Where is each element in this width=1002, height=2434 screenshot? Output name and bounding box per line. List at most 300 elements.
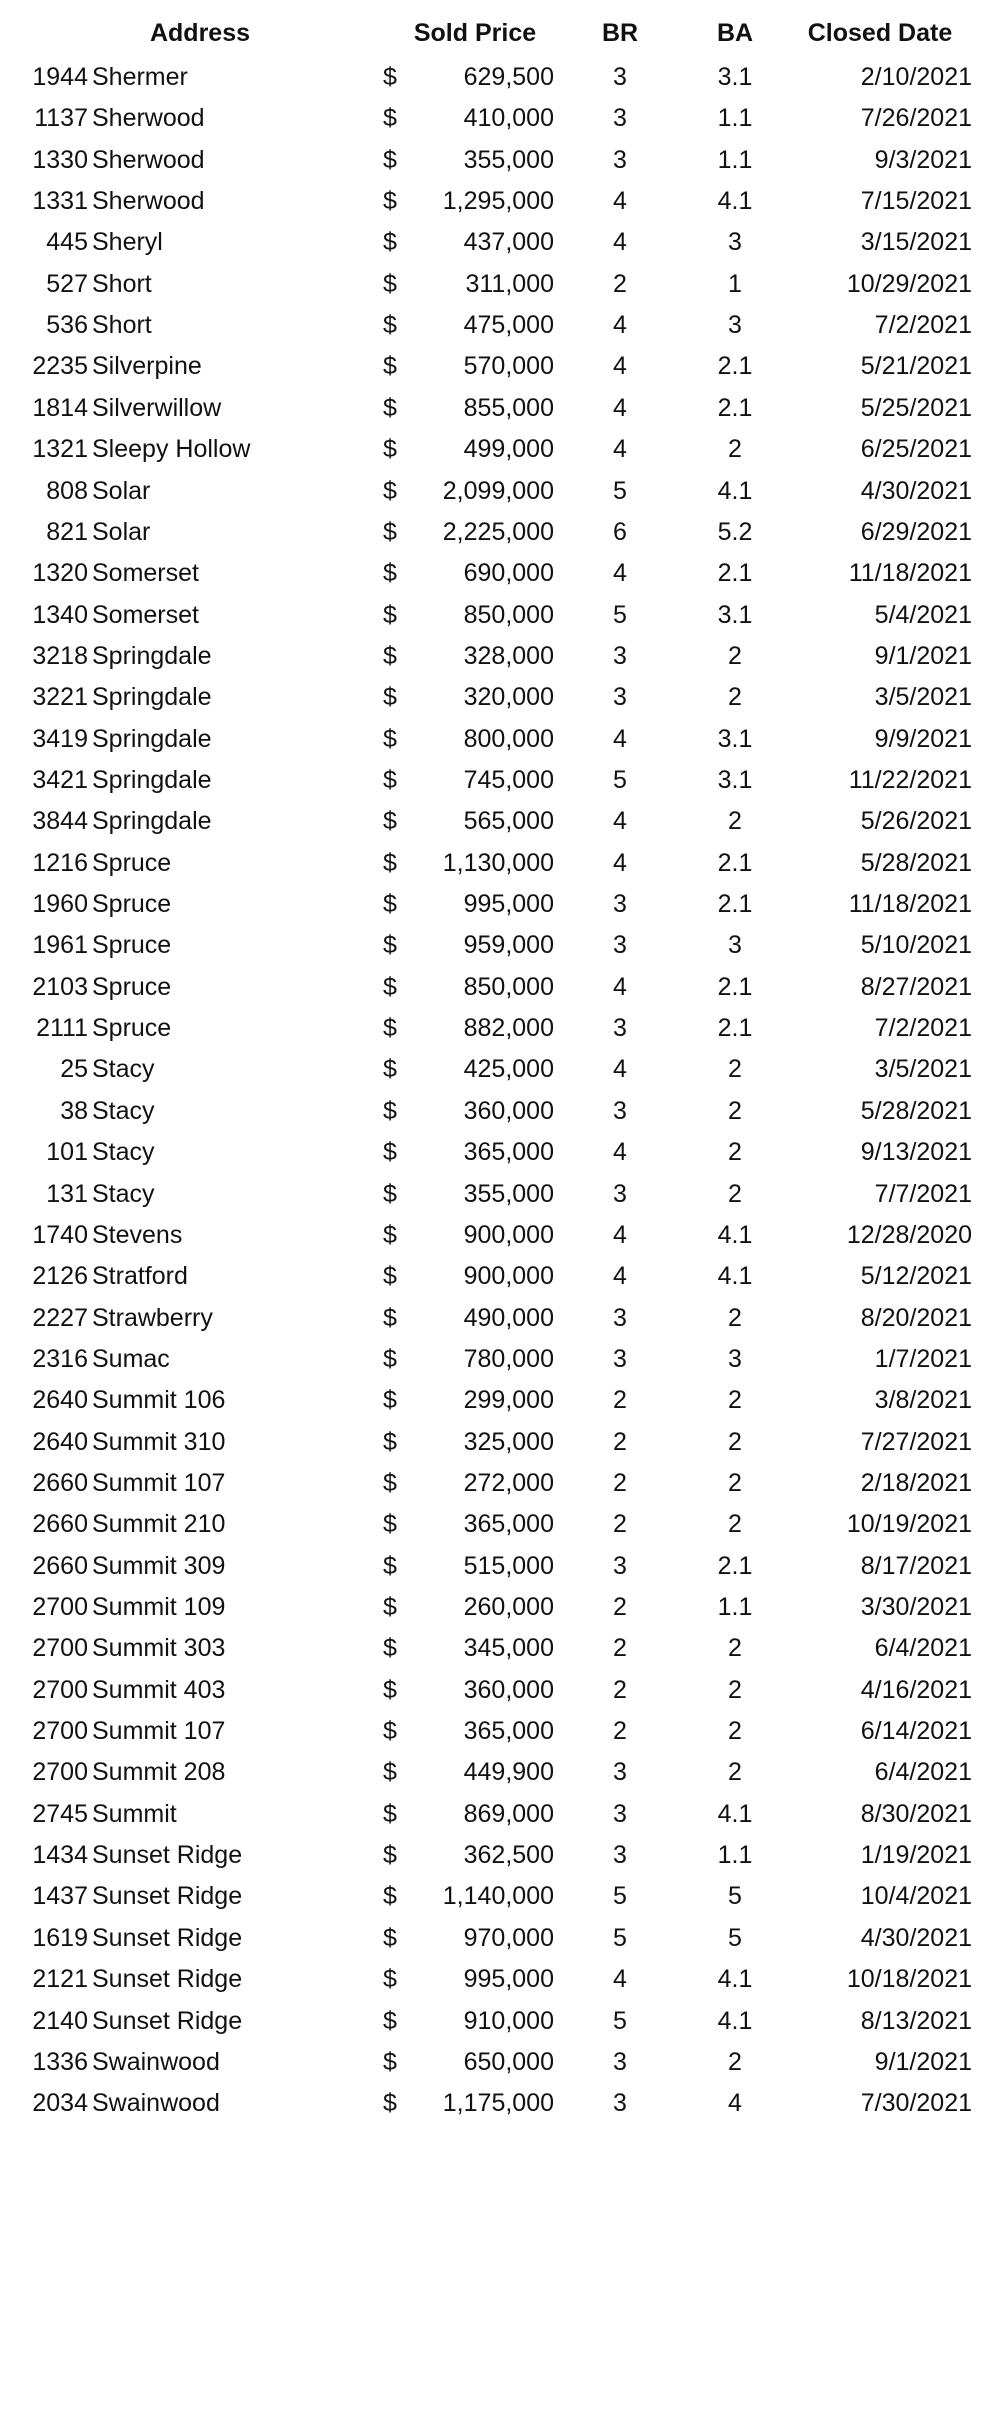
sold-price: 855,000	[463, 393, 554, 422]
street-name: Stratford	[92, 1262, 188, 1291]
bedrooms: 4	[613, 1262, 627, 1291]
street-number: 2700	[32, 1717, 88, 1745]
currency-symbol: $	[383, 1634, 397, 1663]
currency-symbol: $	[383, 1882, 397, 1911]
bathrooms: 4.1	[717, 476, 753, 505]
sold-price: 325,000	[463, 1427, 554, 1456]
bathrooms: 3	[728, 931, 742, 960]
closed-date: 3/5/2021	[874, 1055, 972, 1084]
sold-price: 515,000	[463, 1551, 554, 1580]
sold-price: 360,000	[463, 1675, 554, 1704]
closed-date: 9/13/2021	[860, 1138, 972, 1167]
bathrooms: 2	[728, 1717, 742, 1745]
sold-price: 970,000	[463, 1923, 554, 1952]
currency-symbol: $	[383, 1055, 397, 1084]
bedrooms: 2	[613, 1386, 627, 1415]
currency-symbol: $	[383, 1675, 397, 1704]
currency-symbol: $	[383, 559, 397, 588]
bedrooms: 2	[613, 1634, 627, 1663]
street-number: 2121	[32, 1965, 88, 1994]
street-name: Summit 208	[92, 1758, 226, 1787]
closed-date: 9/9/2021	[874, 724, 972, 753]
table-row	[0, 388, 1002, 429]
table-row	[0, 1463, 1002, 1504]
street-number: 2660	[32, 1510, 88, 1539]
street-name: Summit 109	[92, 1593, 226, 1621]
bathrooms: 3	[728, 1344, 742, 1373]
bedrooms: 4	[613, 435, 627, 464]
currency-symbol: $	[383, 1717, 397, 1745]
bathrooms: 2.1	[717, 848, 753, 877]
table-row	[0, 1380, 1002, 1421]
table-row	[0, 801, 1002, 842]
closed-date: 3/5/2021	[874, 683, 972, 712]
header-row	[0, 13, 1002, 54]
bedrooms: 5	[613, 766, 627, 794]
currency-symbol: $	[383, 1220, 397, 1249]
table-row	[0, 429, 1002, 470]
currency-symbol: $	[383, 1593, 397, 1621]
street-name: Sherwood	[92, 187, 205, 216]
street-name: Summit	[92, 1799, 177, 1828]
bedrooms: 2	[613, 1675, 627, 1704]
bedrooms: 3	[613, 1799, 627, 1828]
street-name: Stacy	[92, 1179, 155, 1208]
sold-price: 850,000	[463, 600, 554, 629]
bathrooms: 2	[728, 1675, 742, 1704]
table-row	[0, 471, 1002, 512]
closed-date: 5/25/2021	[860, 393, 972, 422]
bedrooms: 4	[613, 848, 627, 877]
ba-header: BA	[716, 19, 754, 47]
sold-price: 355,000	[463, 145, 554, 174]
closed-date: 8/17/2021	[860, 1551, 972, 1580]
bedrooms: 2	[613, 269, 627, 298]
bathrooms: 2	[728, 1179, 742, 1208]
sold-price: 355,000	[463, 1179, 554, 1208]
sold-price: 362,500	[463, 1841, 554, 1869]
sold-price: 365,000	[463, 1717, 554, 1745]
currency-symbol: $	[383, 393, 397, 422]
table-row	[0, 2001, 1002, 2042]
bedrooms: 3	[613, 683, 627, 712]
closed-date: 6/4/2021	[874, 1634, 972, 1663]
street-name: Springdale	[92, 641, 212, 670]
bedrooms: 3	[613, 2089, 627, 2118]
street-name: Sunset Ridge	[92, 1841, 243, 1869]
street-name: Sheryl	[92, 228, 163, 257]
sold-price: 328,000	[463, 641, 554, 670]
table-row	[0, 98, 1002, 139]
closed-date: 5/4/2021	[874, 600, 972, 629]
street-number: 2700	[32, 1593, 88, 1621]
table-row	[0, 719, 1002, 760]
bedrooms: 4	[613, 559, 627, 588]
street-number: 2140	[32, 2006, 88, 2035]
street-number: 536	[46, 311, 88, 340]
bathrooms: 2	[728, 1468, 742, 1497]
bedrooms: 3	[613, 1303, 627, 1332]
closed-date: 11/18/2021	[848, 559, 972, 588]
bathrooms: 3.1	[717, 724, 753, 753]
currency-symbol: $	[383, 1179, 397, 1208]
sold-price: 745,000	[463, 766, 554, 794]
table-row	[0, 1256, 1002, 1297]
sold-price: 490,000	[463, 1303, 554, 1332]
currency-symbol: $	[383, 972, 397, 1001]
bathrooms: 1.1	[717, 145, 753, 174]
bedrooms: 5	[613, 1923, 627, 1952]
bathrooms: 2.1	[717, 890, 753, 918]
street-number: 1619	[32, 1923, 88, 1952]
closed-date: 1/7/2021	[874, 1344, 972, 1373]
street-name: Summit 310	[92, 1427, 226, 1456]
bedrooms: 2	[613, 1593, 627, 1621]
street-name: Shermer	[92, 63, 188, 91]
sold-price: 499,000	[463, 435, 554, 464]
street-name: Springdale	[92, 683, 212, 712]
table-row	[0, 636, 1002, 677]
bedrooms: 6	[613, 517, 627, 546]
street-number: 1944	[32, 63, 88, 91]
bathrooms: 2	[728, 1510, 742, 1539]
street-number: 3844	[32, 807, 88, 836]
sold-price: 800,000	[463, 724, 554, 753]
street-name: Sunset Ridge	[92, 2006, 243, 2035]
currency-symbol: $	[383, 1758, 397, 1787]
street-number: 821	[46, 517, 88, 546]
closed-date: 2/18/2021	[860, 1468, 972, 1497]
bathrooms: 4.1	[717, 1220, 753, 1249]
closed-date: 4/30/2021	[860, 476, 972, 505]
currency-symbol: $	[383, 2047, 397, 2076]
address-header: Address	[149, 19, 251, 47]
street-name: Silverpine	[92, 352, 202, 381]
sold-price: 1,175,000	[442, 2089, 554, 2118]
bedrooms: 3	[613, 641, 627, 670]
street-name: Springdale	[92, 766, 212, 794]
sold-price: 900,000	[463, 1220, 554, 1249]
sold-price: 320,000	[463, 683, 554, 712]
closed-date: 1/19/2021	[860, 1841, 972, 1869]
street-name: Spruce	[92, 890, 172, 918]
sold-price: 360,000	[463, 1096, 554, 1125]
street-number: 2700	[32, 1675, 88, 1704]
currency-symbol: $	[383, 848, 397, 877]
sold-price: 1,130,000	[442, 848, 554, 877]
street-name: Stacy	[92, 1138, 155, 1167]
bedrooms: 3	[613, 1344, 627, 1373]
street-number: 1434	[32, 1841, 88, 1869]
currency-symbol: $	[383, 1468, 397, 1497]
closed-date: 9/3/2021	[874, 145, 972, 174]
bathrooms: 4.1	[717, 1262, 753, 1291]
street-number: 527	[46, 269, 88, 298]
table-row	[0, 1835, 1002, 1876]
closed-date: 10/18/2021	[846, 1965, 972, 1994]
br-header: BR	[601, 19, 639, 47]
street-number: 2227	[32, 1303, 88, 1332]
street-name: Sunset Ridge	[92, 1965, 243, 1994]
bathrooms: 1.1	[717, 1841, 753, 1869]
sold-price: 437,000	[463, 228, 554, 257]
street-number: 3419	[32, 724, 88, 753]
bedrooms: 4	[613, 1965, 627, 1994]
currency-symbol: $	[383, 1303, 397, 1332]
street-name: Sherwood	[92, 104, 205, 133]
street-name: Spruce	[92, 972, 172, 1001]
bedrooms: 4	[613, 187, 627, 216]
table-row	[0, 1546, 1002, 1587]
street-number: 3221	[32, 683, 88, 712]
currency-symbol: $	[383, 1138, 397, 1167]
bathrooms: 2	[728, 1096, 742, 1125]
bathrooms: 3.1	[717, 600, 753, 629]
closed-date: 8/13/2021	[860, 2006, 972, 2035]
table-row	[0, 1794, 1002, 1835]
currency-symbol: $	[383, 890, 397, 918]
street-number: 2034	[32, 2089, 88, 2118]
sold-price: 365,000	[463, 1510, 554, 1539]
table-row	[0, 512, 1002, 553]
bedrooms: 5	[613, 1882, 627, 1911]
sold-price-header: Sold Price	[413, 19, 537, 47]
street-number: 1437	[32, 1882, 88, 1911]
sold-price: 272,000	[463, 1468, 554, 1497]
currency-symbol: $	[383, 352, 397, 381]
closed-date: 9/1/2021	[874, 2047, 972, 2076]
table-row	[0, 1215, 1002, 1256]
currency-symbol: $	[383, 683, 397, 712]
closed-date: 7/15/2021	[860, 187, 972, 216]
street-number: 2700	[32, 1758, 88, 1787]
table-row	[0, 1504, 1002, 1545]
table-row	[0, 884, 1002, 925]
street-number: 1960	[32, 890, 88, 918]
street-name: Sumac	[92, 1344, 170, 1373]
closed-date: 5/26/2021	[860, 807, 972, 836]
bathrooms: 2.1	[717, 559, 753, 588]
table-row	[0, 1587, 1002, 1628]
sold-price: 690,000	[463, 559, 554, 588]
currency-symbol: $	[383, 1551, 397, 1580]
street-number: 1340	[32, 600, 88, 629]
bathrooms: 2	[728, 1138, 742, 1167]
closed-date: 6/25/2021	[860, 435, 972, 464]
street-number: 2235	[32, 352, 88, 381]
table-row	[0, 1132, 1002, 1173]
sold-price: 299,000	[463, 1386, 554, 1415]
currency-symbol: $	[383, 931, 397, 960]
closed-date: 6/14/2021	[860, 1717, 972, 1745]
sold-price: 260,000	[463, 1593, 554, 1621]
closed-date: 6/29/2021	[860, 517, 972, 546]
bathrooms: 4.1	[717, 1965, 753, 1994]
street-number: 2640	[32, 1427, 88, 1456]
closed-date: 12/28/2020	[846, 1220, 972, 1249]
closed-date: 8/27/2021	[860, 972, 972, 1001]
bedrooms: 3	[613, 890, 627, 918]
sold-price: 995,000	[463, 1965, 554, 1994]
currency-symbol: $	[383, 187, 397, 216]
table-row	[0, 1298, 1002, 1339]
bathrooms: 2	[728, 2047, 742, 2076]
street-number: 131	[46, 1179, 88, 1208]
bathrooms: 2	[728, 1303, 742, 1332]
bathrooms: 2	[728, 1634, 742, 1663]
street-number: 2103	[32, 972, 88, 1001]
bathrooms: 4.1	[717, 2006, 753, 2035]
closed-date: 5/21/2021	[860, 352, 972, 381]
currency-symbol: $	[383, 1096, 397, 1125]
street-number: 3218	[32, 641, 88, 670]
street-name: Summit 106	[92, 1386, 226, 1415]
street-name: Swainwood	[92, 2047, 220, 2076]
street-number: 1137	[34, 104, 88, 133]
sold-price: 995,000	[463, 890, 554, 918]
street-name: Short	[92, 269, 152, 298]
sold-price: 629,500	[463, 63, 554, 91]
closed-date: 10/29/2021	[846, 269, 972, 298]
table-row	[0, 1876, 1002, 1917]
currency-symbol: $	[383, 145, 397, 174]
sold-price: 959,000	[463, 931, 554, 960]
bedrooms: 5	[613, 476, 627, 505]
closed-date: 4/16/2021	[860, 1675, 972, 1704]
bathrooms: 2	[728, 1427, 742, 1456]
currency-symbol: $	[383, 1965, 397, 1994]
table-row	[0, 760, 1002, 801]
bedrooms: 2	[613, 1427, 627, 1456]
bathrooms: 4.1	[717, 1799, 753, 1828]
bedrooms: 3	[613, 1551, 627, 1580]
bedrooms: 3	[613, 104, 627, 133]
bedrooms: 3	[613, 145, 627, 174]
bathrooms: 2.1	[717, 352, 753, 381]
bathrooms: 4	[728, 2089, 742, 2118]
street-name: Summit 210	[92, 1510, 226, 1539]
currency-symbol: $	[383, 63, 397, 91]
bedrooms: 3	[613, 1096, 627, 1125]
currency-symbol: $	[383, 1923, 397, 1952]
bedrooms: 5	[613, 2006, 627, 2035]
currency-symbol: $	[383, 641, 397, 670]
currency-symbol: $	[383, 269, 397, 298]
closed-date: 10/19/2021	[846, 1510, 972, 1539]
closed-date: 3/15/2021	[860, 228, 972, 257]
bedrooms: 5	[613, 600, 627, 629]
sold-price: 2,225,000	[442, 517, 554, 546]
bedrooms: 4	[613, 1055, 627, 1084]
street-number: 2700	[32, 1634, 88, 1663]
closed-date: 7/2/2021	[874, 311, 972, 340]
currency-symbol: $	[383, 766, 397, 794]
street-name: Springdale	[92, 724, 212, 753]
bedrooms: 2	[613, 1717, 627, 1745]
bathrooms: 3.1	[717, 766, 753, 794]
table-row	[0, 677, 1002, 718]
street-number: 1331	[32, 187, 88, 216]
closed-date: 3/8/2021	[874, 1386, 972, 1415]
bathrooms: 5.2	[717, 517, 753, 546]
bathrooms: 2	[728, 807, 742, 836]
street-number: 1321	[32, 435, 88, 464]
bathrooms: 5	[728, 1923, 742, 1952]
table-row	[0, 843, 1002, 884]
currency-symbol: $	[383, 1510, 397, 1539]
street-name: Somerset	[92, 559, 199, 588]
sold-price: 345,000	[463, 1634, 554, 1663]
table-row	[0, 2042, 1002, 2083]
street-number: 1814	[32, 393, 88, 422]
table-row	[0, 1174, 1002, 1215]
bedrooms: 3	[613, 1179, 627, 1208]
table-row	[0, 264, 1002, 305]
closed-date: 5/10/2021	[860, 931, 972, 960]
bathrooms: 2	[728, 641, 742, 670]
currency-symbol: $	[383, 1386, 397, 1415]
closed-date: 8/30/2021	[860, 1799, 972, 1828]
sold-price: 869,000	[463, 1799, 554, 1828]
street-number: 1961	[32, 931, 88, 960]
street-name: Stacy	[92, 1055, 155, 1084]
table-row	[0, 1008, 1002, 1049]
bathrooms: 2	[728, 435, 742, 464]
street-name: Solar	[92, 476, 151, 505]
bedrooms: 4	[613, 1138, 627, 1167]
bedrooms: 3	[613, 1841, 627, 1869]
sold-price: 882,000	[463, 1014, 554, 1043]
sold-price: 565,000	[463, 807, 554, 836]
bathrooms: 2	[728, 1758, 742, 1787]
street-number: 1330	[32, 145, 88, 174]
street-name: Sleepy Hollow	[92, 435, 251, 464]
table-row	[0, 1918, 1002, 1959]
table-row	[0, 967, 1002, 1008]
table-row	[0, 140, 1002, 181]
street-number: 808	[46, 476, 88, 505]
street-name: Somerset	[92, 600, 199, 629]
table-row	[0, 1091, 1002, 1132]
street-number: 2660	[32, 1468, 88, 1497]
bedrooms: 4	[613, 228, 627, 257]
street-name: Swainwood	[92, 2089, 220, 2118]
closed-date: 7/26/2021	[860, 104, 972, 133]
street-name: Spruce	[92, 1014, 172, 1043]
bedrooms: 3	[613, 2047, 627, 2076]
closed-date: 4/30/2021	[860, 1923, 972, 1952]
street-name: Sunset Ridge	[92, 1923, 243, 1952]
street-name: Sunset Ridge	[92, 1882, 243, 1911]
closed-date: 7/30/2021	[860, 2089, 972, 2118]
sold-price: 1,140,000	[442, 1882, 554, 1911]
street-number: 101	[46, 1138, 88, 1167]
closed-date: 2/10/2021	[860, 63, 972, 91]
closed-date: 11/18/2021	[848, 890, 972, 918]
sold-price: 910,000	[463, 2006, 554, 2035]
currency-symbol: $	[383, 2089, 397, 2118]
street-name: Spruce	[92, 931, 172, 960]
street-name: Summit 403	[92, 1675, 226, 1704]
bathrooms: 1.1	[717, 1593, 753, 1621]
closed-date: 6/4/2021	[874, 1758, 972, 1787]
street-name: Stacy	[92, 1096, 155, 1125]
currency-symbol: $	[383, 1799, 397, 1828]
currency-symbol: $	[383, 1262, 397, 1291]
table-row	[0, 305, 1002, 346]
street-number: 1740	[32, 1220, 88, 1249]
table-row	[0, 2083, 1002, 2124]
